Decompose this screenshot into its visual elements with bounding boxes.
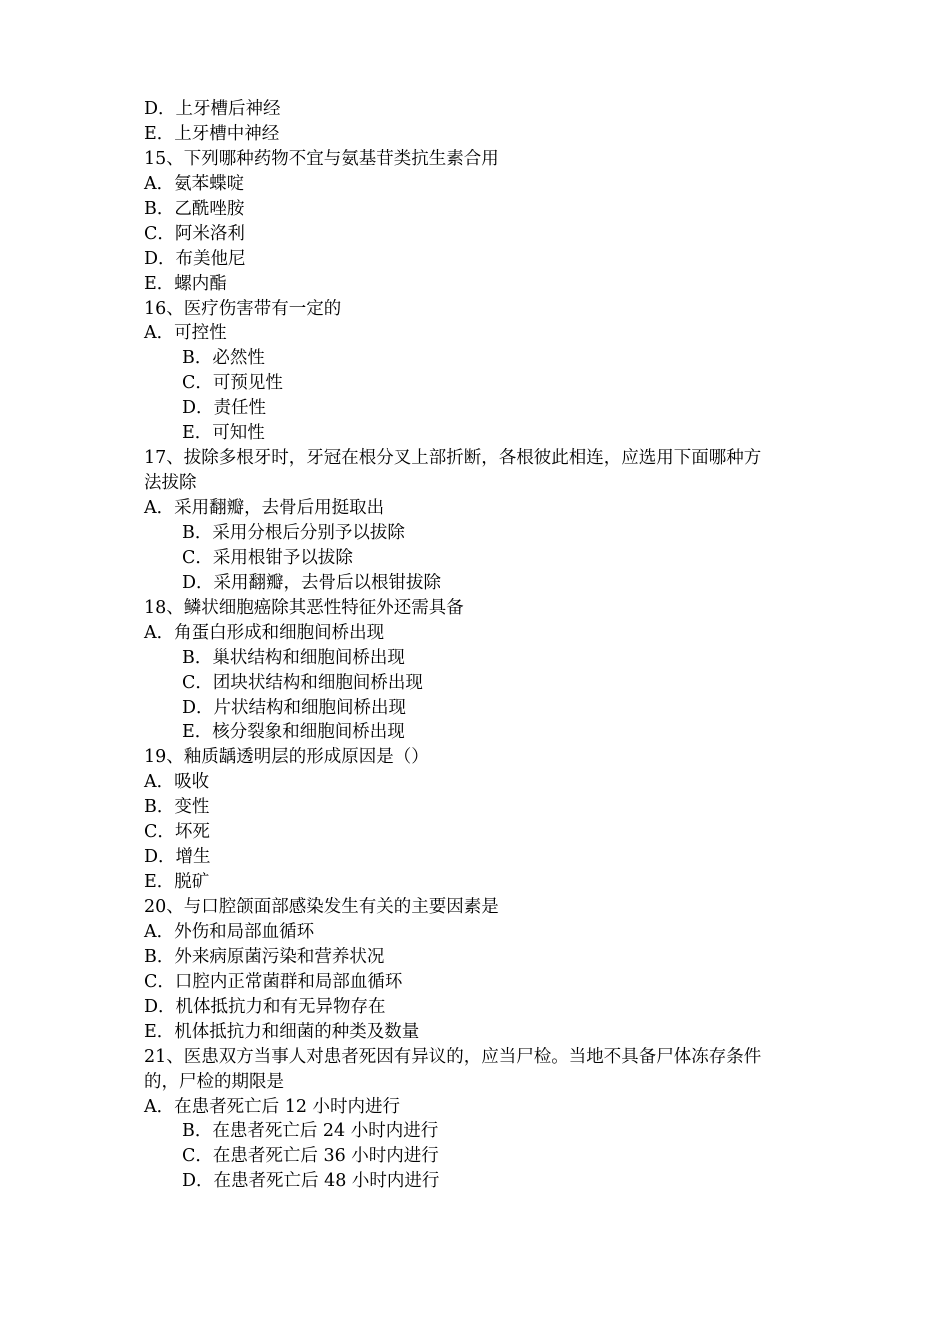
answer-option: B．必然性: [182, 348, 265, 369]
answer-option: D．布美他尼: [144, 248, 246, 269]
question-stem: 21、医患双方当事人对患者死因有异议的，应当尸检。当地不具备尸体冻存条件: [144, 1046, 762, 1067]
answer-option: D．在患者死亡后 48 小时内进行: [182, 1171, 440, 1192]
answer-option: B．变性: [144, 797, 210, 818]
answer-option: E．可知性: [182, 423, 265, 444]
answer-option: C．阿米洛利: [144, 223, 245, 244]
answer-option: B．巢状结构和细胞间桥出现: [182, 647, 405, 668]
answer-option: A．角蛋白形成和细胞间桥出现: [144, 622, 385, 643]
answer-option: C．可预见性: [182, 373, 283, 394]
question-stem: 17、拔除多根牙时，牙冠在根分叉上部折断，各根彼此相连，应选用下面哪种方: [144, 448, 762, 469]
answer-option: D．机体抵抗力和有无异物存在: [144, 996, 386, 1017]
question-stem: 18、鳞状细胞癌除其恶性特征外还需具备: [144, 597, 464, 618]
question-stem: 16、医疗伤害带有一定的: [144, 298, 342, 319]
answer-option: C．团块状结构和细胞间桥出现: [182, 672, 423, 693]
answer-option: C．采用根钳予以拔除: [182, 547, 353, 568]
question-stem-continuation: 的，尸检的期限是: [144, 1071, 284, 1092]
answer-option: A．吸收: [144, 772, 210, 793]
answer-option: A．采用翻瓣，去骨后用挺取出: [144, 498, 385, 518]
document-body: [144, 97, 824, 1194]
answer-option: A．氨苯蝶啶: [144, 173, 245, 194]
answer-option: E．螺内酯: [144, 273, 227, 294]
answer-option: E．机体抵抗力和细菌的种类及数量: [144, 1021, 420, 1042]
answer-option: D．增生: [144, 847, 211, 868]
answer-option: D．采用翻瓣，去骨后以根钳拔除: [182, 572, 442, 593]
answer-option: E．脱矿: [144, 872, 210, 893]
answer-option: B．外来病原菌污染和营养状况: [144, 946, 385, 967]
question-stem-continuation: 法拔除: [144, 473, 197, 494]
answer-option: E．核分裂象和细胞间桥出现: [182, 722, 405, 743]
answer-option: C．口腔内正常菌群和局部血循环: [144, 971, 403, 992]
answer-option: A．在患者死亡后 12 小时内进行: [144, 1096, 401, 1117]
answer-option: B．采用分根后分别予以拔除: [182, 522, 405, 543]
question-stem: 15、下列哪种药物不宜与氨基苷类抗生素合用: [144, 148, 499, 169]
question-stem: 20、与口腔颌面部感染发生有关的主要因素是: [144, 897, 499, 917]
answer-option: E．上牙槽中神经: [144, 123, 280, 144]
question-stem: 19、釉质龋透明层的形成原因是（）: [144, 747, 429, 768]
answer-option: D．责任性: [182, 398, 267, 419]
answer-option: A．可控性: [144, 323, 227, 344]
answer-option: D．片状结构和细胞间桥出现: [182, 697, 407, 718]
answer-option: A．外伤和局部血循环: [144, 921, 315, 942]
answer-option: B．在患者死亡后 24 小时内进行: [182, 1121, 439, 1142]
answer-option: B．乙酰唑胺: [144, 198, 245, 219]
answer-option: C．在患者死亡后 36 小时内进行: [182, 1146, 439, 1167]
answer-option: D．上牙槽后神经: [144, 99, 281, 119]
answer-option: C．坏死: [144, 822, 210, 843]
